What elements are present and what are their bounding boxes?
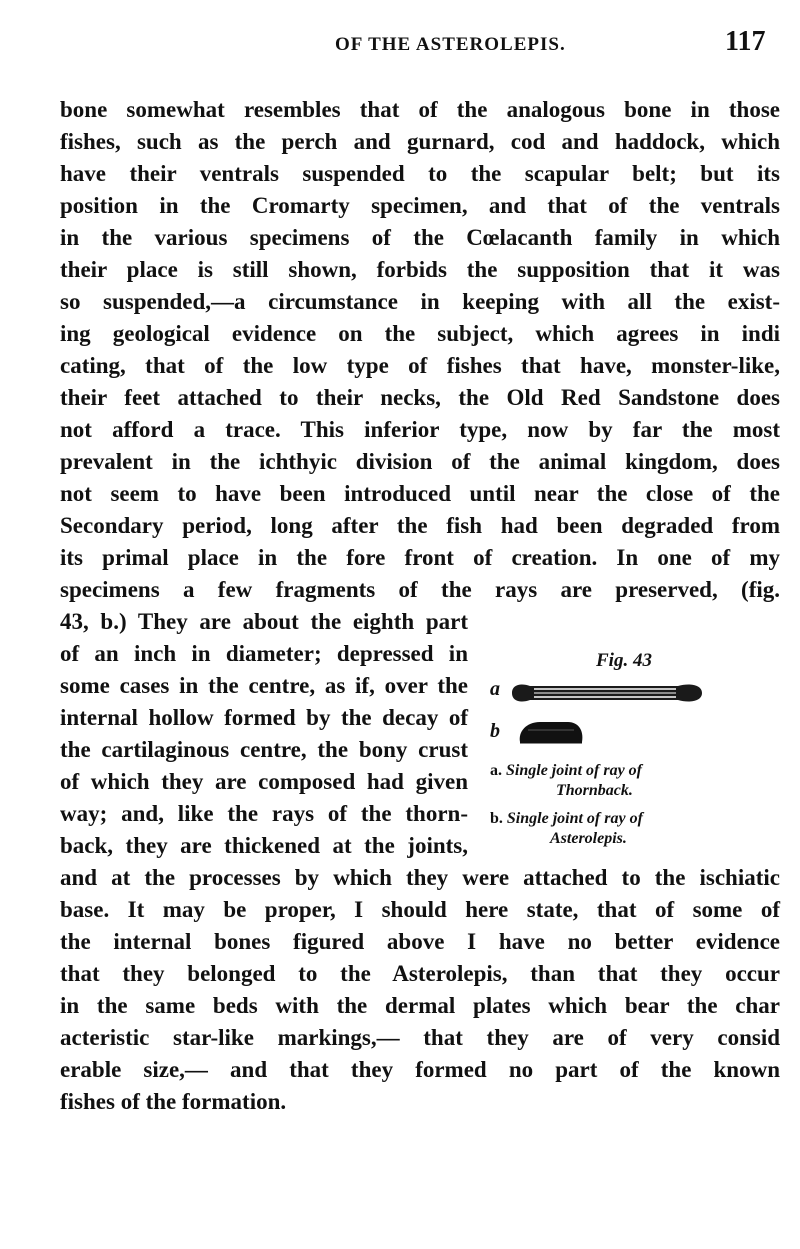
text-line: in the various specimens of the Cœlacanth family in which xyxy=(60,225,780,250)
text-line: and at the processes by which they were attached to the ischiatic xyxy=(60,865,780,890)
text-line: have their ventrals suspended to the scapular belt; but its xyxy=(60,161,780,186)
text-line: back, they are thickened at the joints, xyxy=(60,833,468,858)
running-head xyxy=(0,26,800,66)
text-line: bone somewhat resembles that of the analogous bone in those xyxy=(60,97,780,122)
caption-a-text: Single joint of ray of xyxy=(506,762,643,779)
text-line: internal hollow formed by the decay of xyxy=(60,705,468,730)
text-line: their place is still shown, forbids the supposition that it was xyxy=(60,257,780,282)
figure-title: Fig. 43 xyxy=(596,650,652,671)
caption-b-prefix: b. xyxy=(490,810,503,827)
text-line: the internal bones figured above I have no better evidence xyxy=(60,929,780,954)
text-line: the cartilaginous centre, the bony crust xyxy=(60,737,468,762)
text-line: its primal place in the fore front of creation. In one of my xyxy=(60,545,780,570)
text-line: that they belonged to the Asterolepis, than that they occur xyxy=(60,961,780,986)
text-line: of an inch in diameter; depressed in xyxy=(60,641,468,666)
page-number: 117 xyxy=(725,26,766,57)
caption-b-line-1 xyxy=(490,810,643,828)
text-line: base. It may be proper, I should here state, that of some of xyxy=(60,897,780,922)
text-line: position in the Cromarty specimen, and that of the ventrals xyxy=(60,193,780,218)
text-line: 43, b.) They are about the eighth part xyxy=(60,609,468,634)
text-line: way; and, like the rays of the thorn- xyxy=(60,801,468,826)
text-line: prevalent in the ichthyic division of the animal kingdom, does xyxy=(60,449,780,474)
figure-label-b: b xyxy=(490,720,500,742)
caption-a-line-2: Thornback. xyxy=(556,782,633,799)
caption-b-text: Single joint of ray of xyxy=(506,810,643,827)
text-line: erable size,— and that they formed no part of the known xyxy=(60,1057,780,1082)
caption-a-line-1 xyxy=(490,762,642,780)
text-line: ing geological evidence on the subject, which agrees in indi xyxy=(60,321,780,346)
text-line: cating, that of the low type of fishes that have, monster-like, xyxy=(60,353,780,378)
text-line: some cases in the centre, as if, over the xyxy=(60,673,468,698)
text-line: of which they are composed had given xyxy=(60,769,468,794)
figure-43 xyxy=(490,650,790,850)
figure-label-a: a xyxy=(490,678,500,700)
caption-a-prefix: a. xyxy=(490,762,502,779)
thornback-ray-joint-illustration xyxy=(508,680,708,706)
text-line: so suspended,—a circumstance in keeping with all the exist- xyxy=(60,289,780,314)
text-line: not seem to have been introduced until near the close of the xyxy=(60,481,780,506)
text-line: fishes, such as the perch and gurnard, cod and haddock, which xyxy=(60,129,780,154)
caption-b-line-2: Asterolepis. xyxy=(550,830,627,847)
text-line: not afford a trace. This inferior type, now by far the most xyxy=(60,417,780,442)
text-line: specimens a few fragments of the rays are preserved, (fig. xyxy=(60,577,780,602)
text-line: Secondary period, long after the fish had been degraded from xyxy=(60,513,780,538)
text-line: fishes of the formation. xyxy=(60,1089,287,1114)
text-line: their feet attached to their necks, the Old Red Sandstone does xyxy=(60,385,780,410)
text-line: acteristic star-like markings,— that they are of very consid xyxy=(60,1025,780,1050)
text-line: in the same beds with the dermal plates which bear the char xyxy=(60,993,780,1018)
running-title: OF THE ASTEROLEPIS. xyxy=(335,34,566,55)
asterolepis-ray-joint-illustration xyxy=(516,718,586,748)
